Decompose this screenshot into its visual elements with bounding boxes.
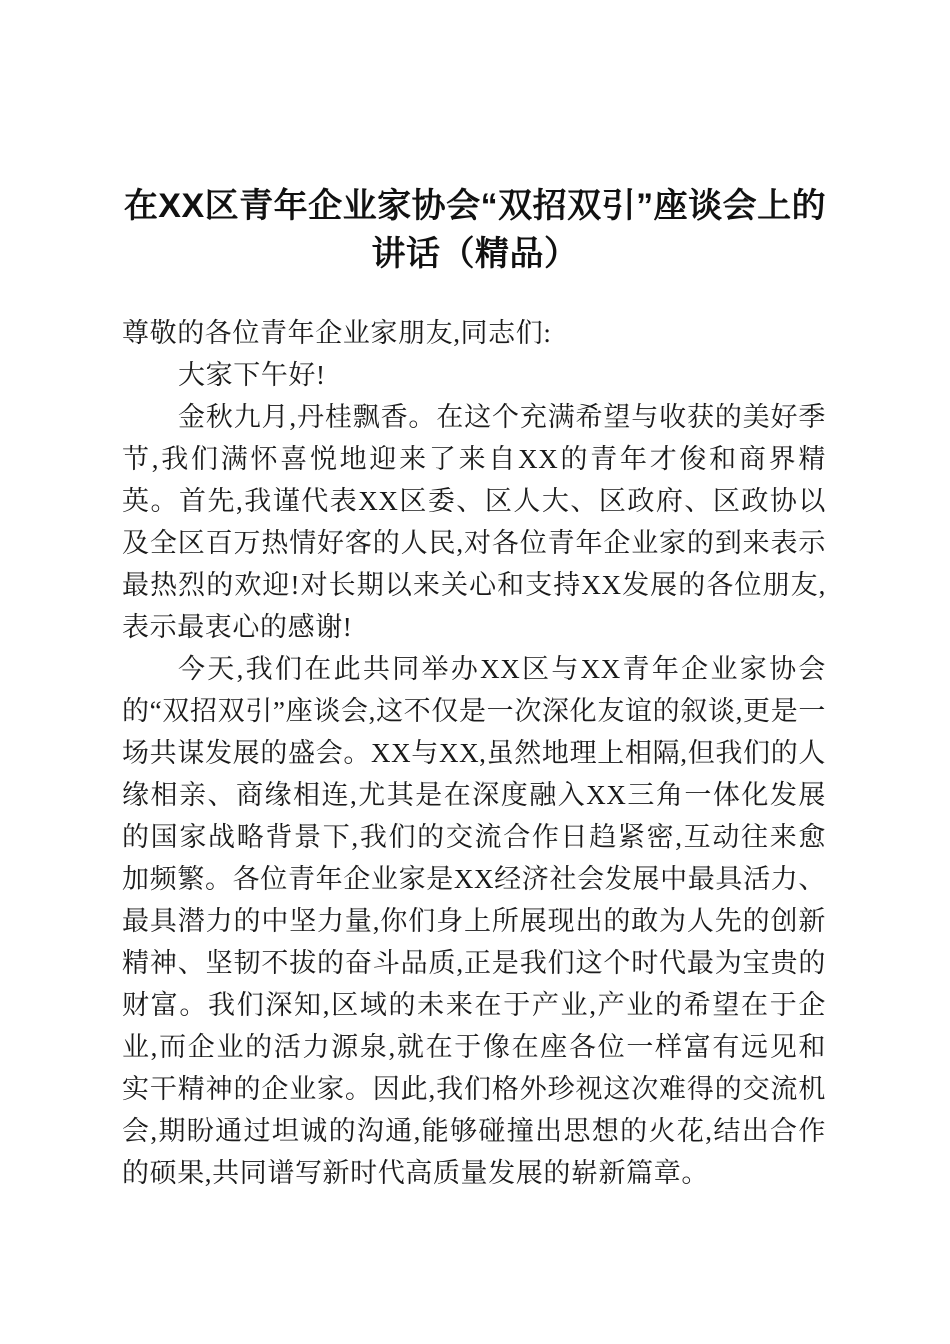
paragraph-salutation: 尊敬的各位青年企业家朋友,同志们:: [122, 318, 552, 348]
document-body: [122, 312, 826, 1194]
paragraph-2: 今天,我们在此共同举办XX区与XX青年企业家协会的“双招双引”座谈会,这不仅是一次深化友谊的叙谈,更是一场共谋发展的盛会。XX与XX,虽然地理上相隔,但我们的人缘相亲、商缘相连,尤其是在深度融入XX三角一体化发展的国家战略背景下,我们的交流合作日趋紧密,互动往来愈加频繁。各位青年企业家是XX经济社会发展中最具活力、最具潜力的中坚力量,你们身上所展现出的敢为人先的创新精神、坚韧不拔的奋斗品质,正是我们这个时代最为宝贵的财富。我们深知,区域的未来在于产业,产业的希望在于企业,而企业的活力源泉,就在于像在座各位一样富有远见和实干精神的企业家。因此,我们格外珍视这次难得的交流机会,期盼通过坦诚的沟通,能够碰撞出思想的火花,结出合作的硕果,共同谱写新时代高质量发展的崭新篇章。: [122, 654, 826, 1188]
paragraph-greeting: 大家下午好!: [178, 360, 326, 390]
page-title: 在XX区青年企业家协会“双招双引”座谈会上的讲话（精品）: [123, 187, 827, 273]
paragraph-1: 金秋九月,丹桂飘香。在这个充满希望与收获的美好季节,我们满怀喜悦地迎来了来自XX的青年才俊和商界精英。首先,我谨代表XX区委、区人大、区政府、区政协以及全区百万热情好客的人民,对各位青年企业家的到来表示最热烈的欢迎!对长期以来关心和支持XX发展的各位朋友,表示最衷心的感谢!: [122, 402, 826, 642]
